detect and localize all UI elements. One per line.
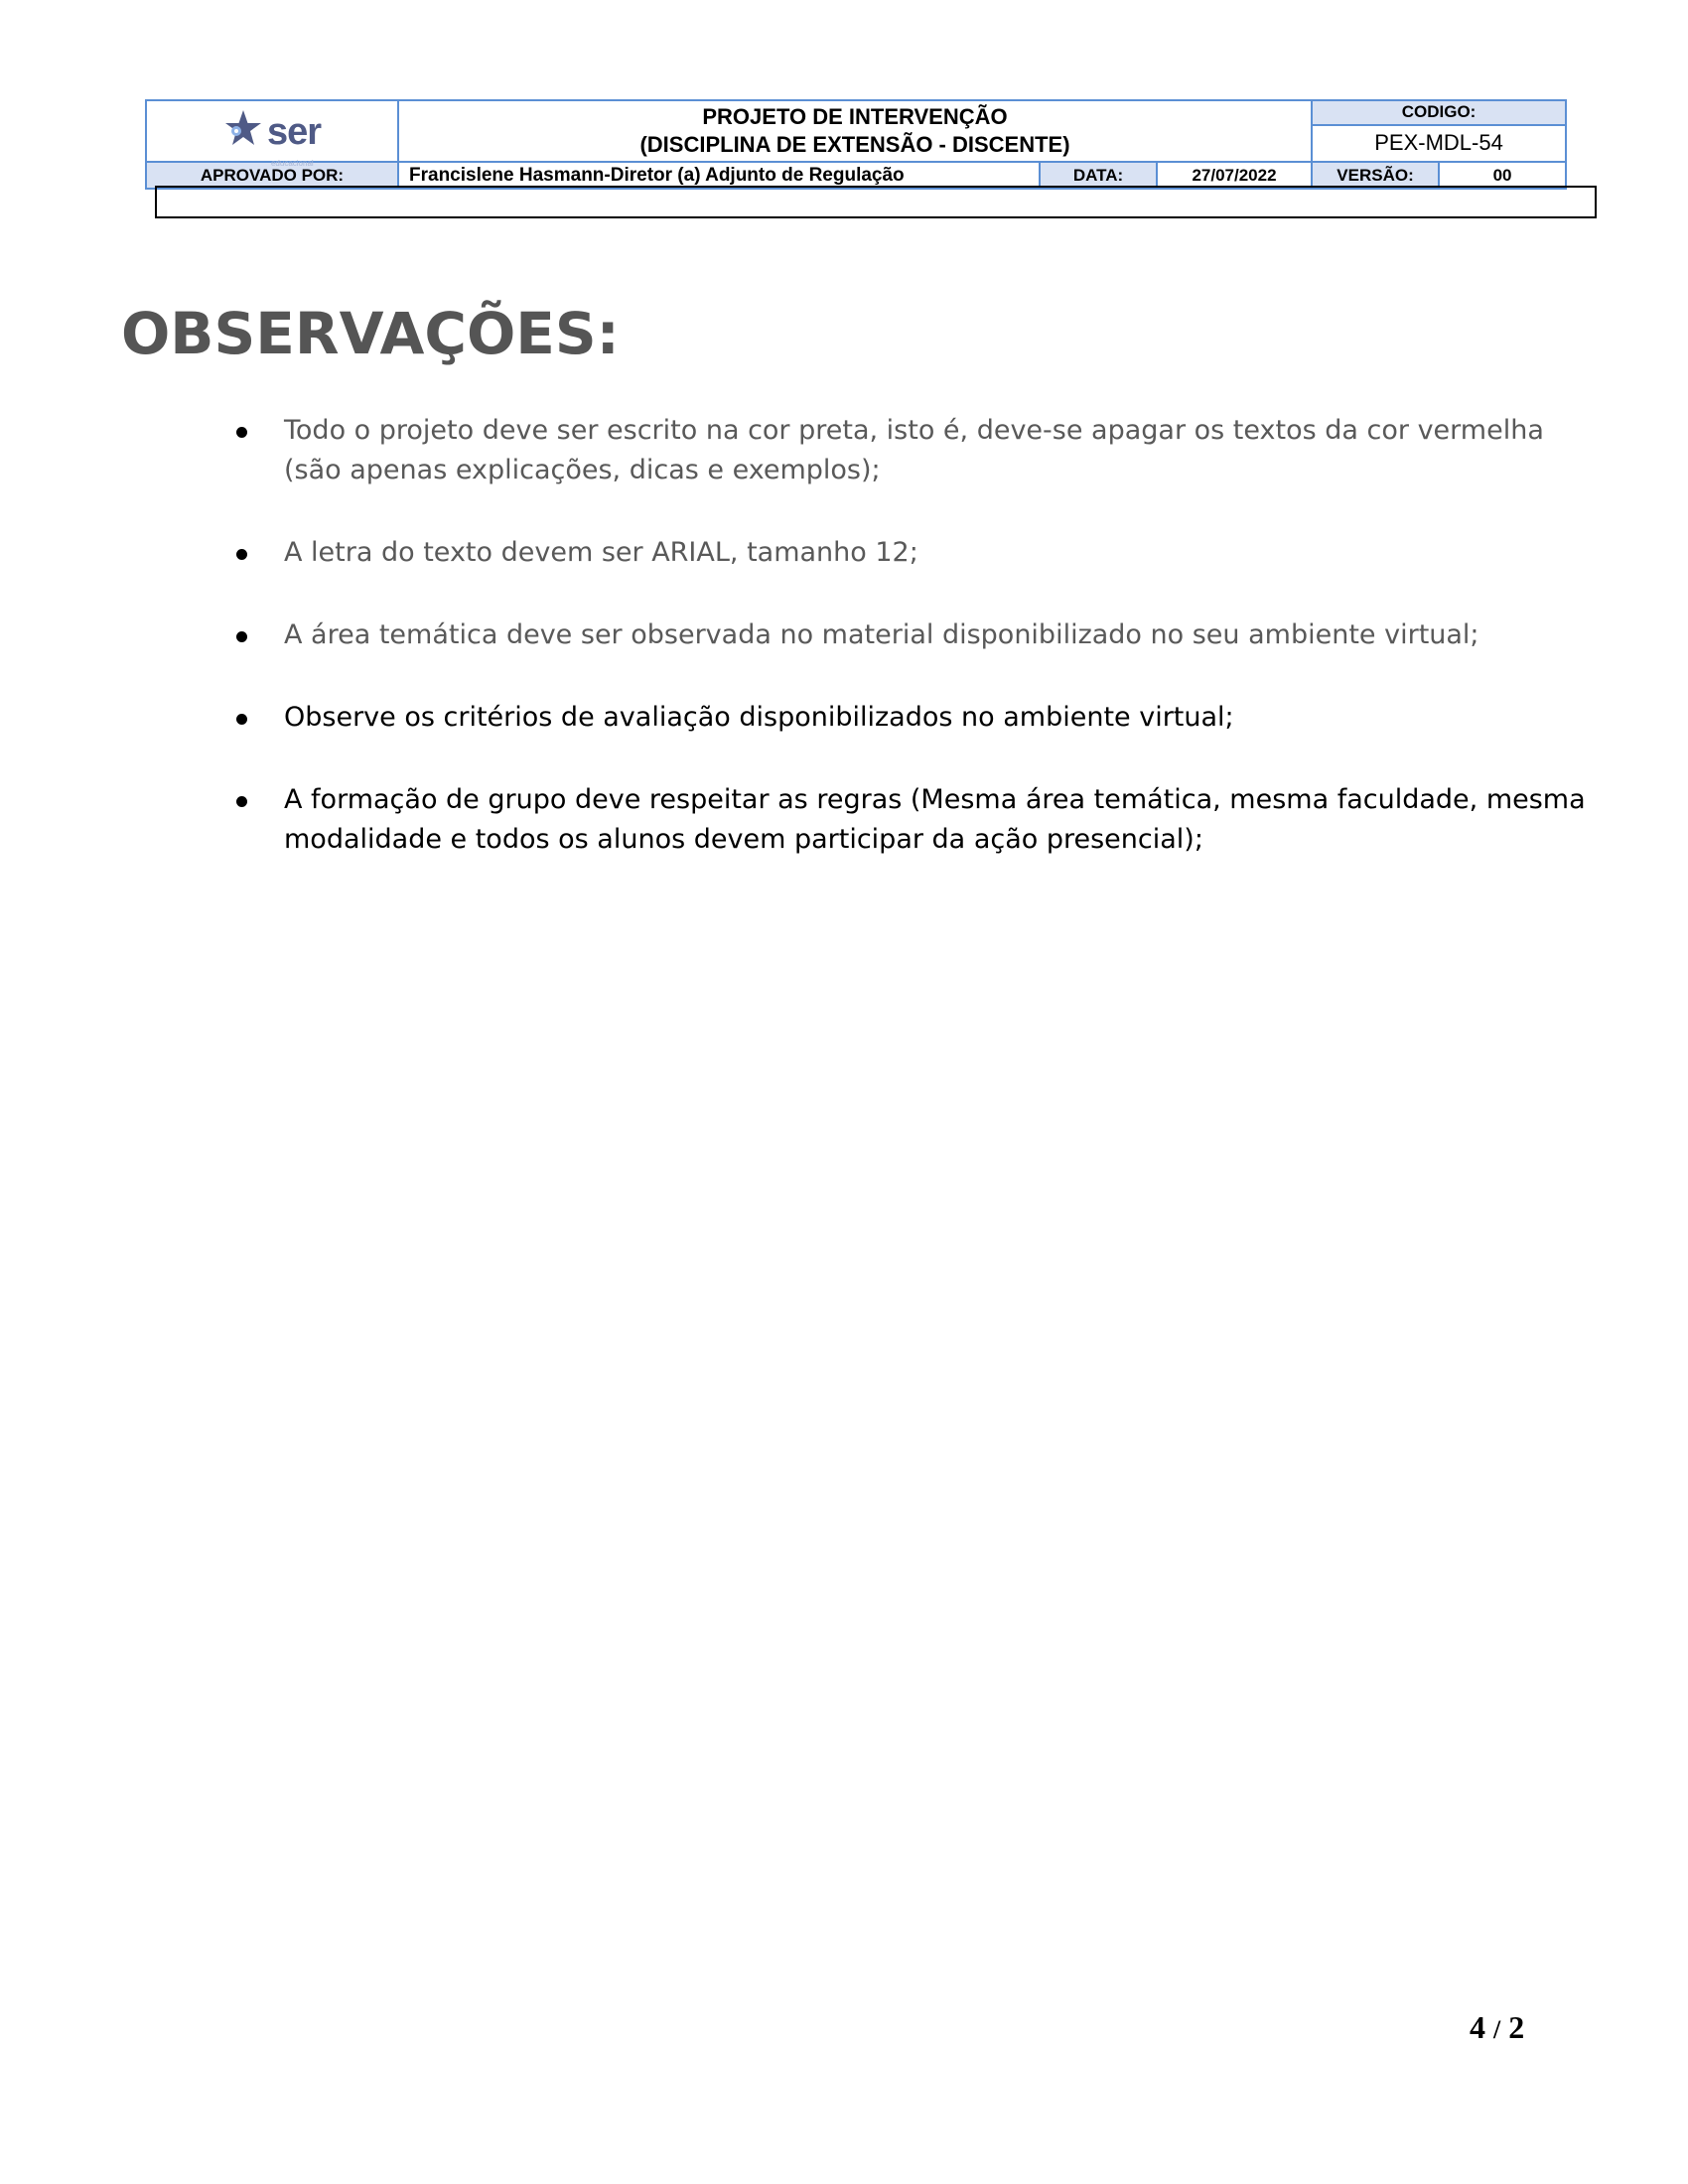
list-item (228, 411, 1609, 490)
version-label: VERSÃO: (1312, 162, 1439, 189)
list-item-text: A formação de grupo deve respeitar as regras (Mesma área temática, mesma faculdade, mesma modalidade e todos os alunos devem participar da ação presencial); (284, 784, 1586, 855)
date-label: DATA: (1040, 162, 1157, 189)
logo-text: ser educacional (267, 115, 321, 149)
date-value: 27/07/2022 (1157, 162, 1312, 189)
bullet-icon (236, 796, 247, 807)
logo-subtext: educacional (270, 158, 314, 168)
bullet-icon (236, 549, 247, 560)
version-value: 00 (1439, 162, 1566, 189)
list-item-text: Observe os critérios de avaliação disponibilizados no ambiente virtual; (284, 702, 1234, 733)
page-number (1470, 2009, 1524, 2046)
document-title-line2: (DISCIPLINA DE EXTENSÃO - DISCENTE) (639, 132, 1070, 157)
list-item (228, 615, 1609, 655)
ser-star-logo-icon (223, 109, 263, 149)
logo-cell (146, 100, 398, 168)
bullet-icon (236, 714, 247, 725)
bullet-icon (236, 427, 247, 438)
page-separator: / (1493, 2015, 1501, 2044)
header-blank-box (155, 186, 1597, 218)
approved-by-value: Francislene Hasmann-Diretor (a) Adjunto de Regulação (398, 162, 1040, 189)
document-header-table (145, 99, 1567, 190)
document-title (398, 100, 1312, 162)
list-item-text: A letra do texto devem ser ARIAL, tamanho 12; (284, 537, 918, 568)
bullet-icon (236, 631, 247, 642)
code-value: PEX-MDL-54 (1312, 125, 1566, 162)
page-current: 4 (1470, 2009, 1485, 2045)
list-item-text: A área temática deve ser observada no material disponibilizado no seu ambiente virtual; (284, 619, 1479, 650)
company-logo (223, 109, 322, 168)
page-total: 2 (1508, 2009, 1525, 2045)
observations-list (228, 411, 1609, 902)
approved-by-label: APROVADO POR: (146, 162, 398, 189)
list-item-text: Todo o projeto deve ser escrito na cor preta, isto é, deve-se apagar os textos da cor vermelha (são apenas explicações, dicas e exemplos); (284, 415, 1544, 485)
list-item (228, 533, 1609, 573)
document-title-line1: PROJETO DE INTERVENÇÃO (702, 104, 1008, 129)
code-label: CODIGO: (1312, 100, 1566, 125)
list-item (228, 780, 1609, 860)
section-title: OBSERVAÇÕES: (121, 300, 620, 367)
list-item (228, 698, 1609, 738)
